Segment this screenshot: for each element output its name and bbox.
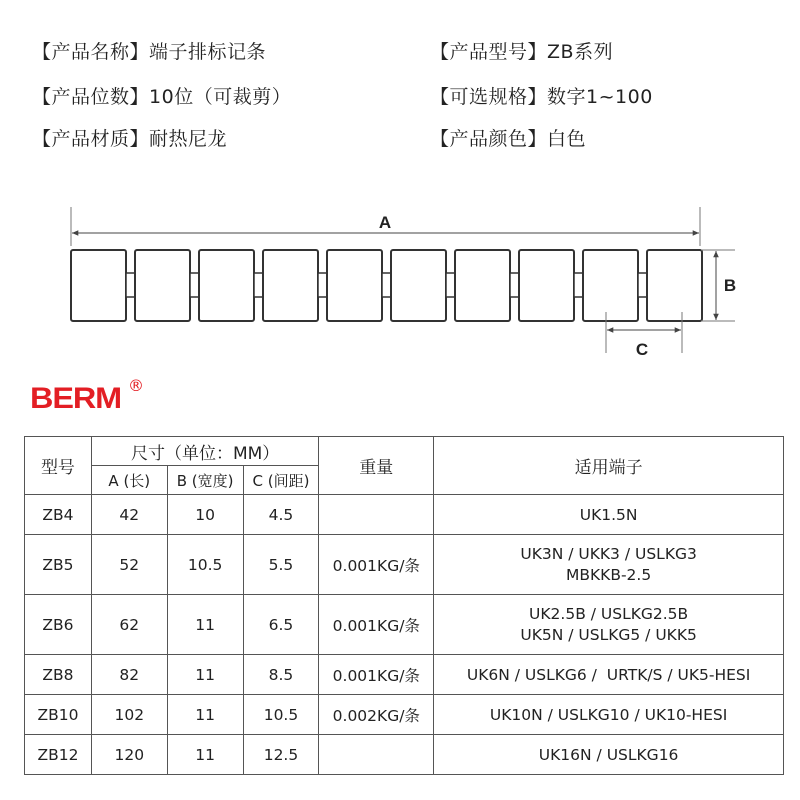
header-weight: 重量 (319, 437, 434, 495)
cell-b: 11 (167, 655, 243, 695)
strip-connector (126, 273, 135, 297)
header-model: 型号 (25, 437, 92, 495)
spec-label: 【产品材质】 (32, 128, 150, 150)
dim-c-label: C (635, 340, 649, 359)
spec-material (32, 124, 227, 151)
cell-a: 42 (91, 495, 167, 535)
cell-b: 10 (167, 495, 243, 535)
strip-segment (647, 250, 702, 321)
table-row (25, 535, 784, 595)
table-row (25, 695, 784, 735)
cell-a: 52 (91, 535, 167, 595)
strip-segment (263, 250, 318, 321)
strip-connector (574, 273, 583, 297)
cell-a: 62 (91, 595, 167, 655)
cell-terminals (434, 735, 784, 775)
spec-positions (32, 82, 291, 109)
header-c: C (间距) (243, 466, 319, 495)
spec-value: 白色 (547, 128, 587, 150)
cell-c: 5.5 (243, 535, 319, 595)
cell-c: 6.5 (243, 595, 319, 655)
cell-model: ZB5 (25, 535, 92, 595)
cell-b: 10.5 (167, 535, 243, 595)
strip-segment (455, 250, 510, 321)
terminal-line: UK1.5N (579, 505, 638, 524)
cell-a: 120 (91, 735, 167, 775)
spec-value: 数字1~100 (547, 86, 653, 108)
spec-label: 【可选规格】 (430, 86, 548, 108)
table-header-row (25, 437, 784, 466)
marker-strip-diagram (0, 195, 800, 380)
cell-b: 11 (167, 735, 243, 775)
cell-terminals (434, 595, 784, 655)
strip-segment (391, 250, 446, 321)
cell-terminals (434, 535, 784, 595)
cell-terminals (434, 695, 784, 735)
strip-connector (190, 273, 199, 297)
terminal-line: UK5N / USLKG5 / UKK5 (520, 625, 697, 644)
table-row (25, 655, 784, 695)
cell-c: 10.5 (243, 695, 319, 735)
spec-label: 【产品名称】 (32, 41, 150, 63)
spec-label: 【产品颜色】 (430, 128, 548, 150)
table-row (25, 735, 784, 775)
cell-weight: 0.001KG/条 (319, 595, 434, 655)
dim-b-label: B (723, 276, 737, 295)
terminal-line: UK3N / UKK3 / USLKG3 (520, 544, 697, 563)
cell-a: 102 (91, 695, 167, 735)
spec-label: 【产品型号】 (430, 41, 548, 63)
header-terminals: 适用端子 (434, 437, 784, 495)
cell-b: 11 (167, 695, 243, 735)
terminal-line: UK6N / USLKG6 / URTK/S / UK5-HESI (466, 665, 751, 684)
cell-model: ZB6 (25, 595, 92, 655)
cell-c: 12.5 (243, 735, 319, 775)
cell-weight (319, 495, 434, 535)
cell-model: ZB4 (25, 495, 92, 535)
strip-connector (446, 273, 455, 297)
header-a: A (长) (91, 466, 167, 495)
terminal-line: UK2.5B / USLKG2.5B (529, 604, 689, 623)
brand-logo (30, 376, 144, 422)
spec-color (430, 124, 586, 151)
strip-segment (583, 250, 638, 321)
spec-model (430, 37, 613, 64)
table-row (25, 595, 784, 655)
table-row (25, 495, 784, 535)
spec-value: 10位（可裁剪） (149, 86, 292, 108)
spec-table (24, 436, 784, 775)
spec-label: 【产品位数】 (32, 86, 150, 108)
spec-value: 耐热尼龙 (149, 128, 228, 150)
cell-c: 4.5 (243, 495, 319, 535)
strip-connector (510, 273, 519, 297)
strip-segment (199, 250, 254, 321)
cell-b: 11 (167, 595, 243, 655)
marker-strip (71, 250, 702, 321)
registered-mark: ® (128, 376, 144, 395)
spec-value: ZB系列 (547, 41, 614, 63)
strip-segment (519, 250, 574, 321)
cell-model: ZB10 (25, 695, 92, 735)
spec-value: 端子排标记条 (149, 41, 267, 63)
cell-a: 82 (91, 655, 167, 695)
cell-terminals (434, 495, 784, 535)
cell-weight: 0.001KG/条 (319, 535, 434, 595)
strip-connector (638, 273, 647, 297)
brand-logo-text: BERM (30, 382, 122, 415)
dim-a-label: A (378, 213, 392, 232)
header-b: B (宽度) (167, 466, 243, 495)
strip-connector (254, 273, 263, 297)
cell-model: ZB8 (25, 655, 92, 695)
strip-connector (318, 273, 327, 297)
cell-c: 8.5 (243, 655, 319, 695)
spec-name (32, 37, 266, 64)
cell-weight: 0.002KG/条 (319, 695, 434, 735)
terminal-line: UK16N / USLKG16 (538, 745, 679, 764)
terminal-line: MBKKB-2.5 (566, 565, 652, 584)
strip-connector (382, 273, 391, 297)
terminal-line: UK10N / USLKG10 / UK10-HESI (489, 705, 728, 724)
spec-options (430, 82, 653, 109)
cell-weight: 0.001KG/条 (319, 655, 434, 695)
cell-model: ZB12 (25, 735, 92, 775)
strip-segment (135, 250, 190, 321)
strip-segment (327, 250, 382, 321)
cell-weight (319, 735, 434, 775)
header-size: 尺寸（单位：MM） (91, 437, 319, 466)
cell-terminals (434, 655, 784, 695)
strip-segment (71, 250, 126, 321)
